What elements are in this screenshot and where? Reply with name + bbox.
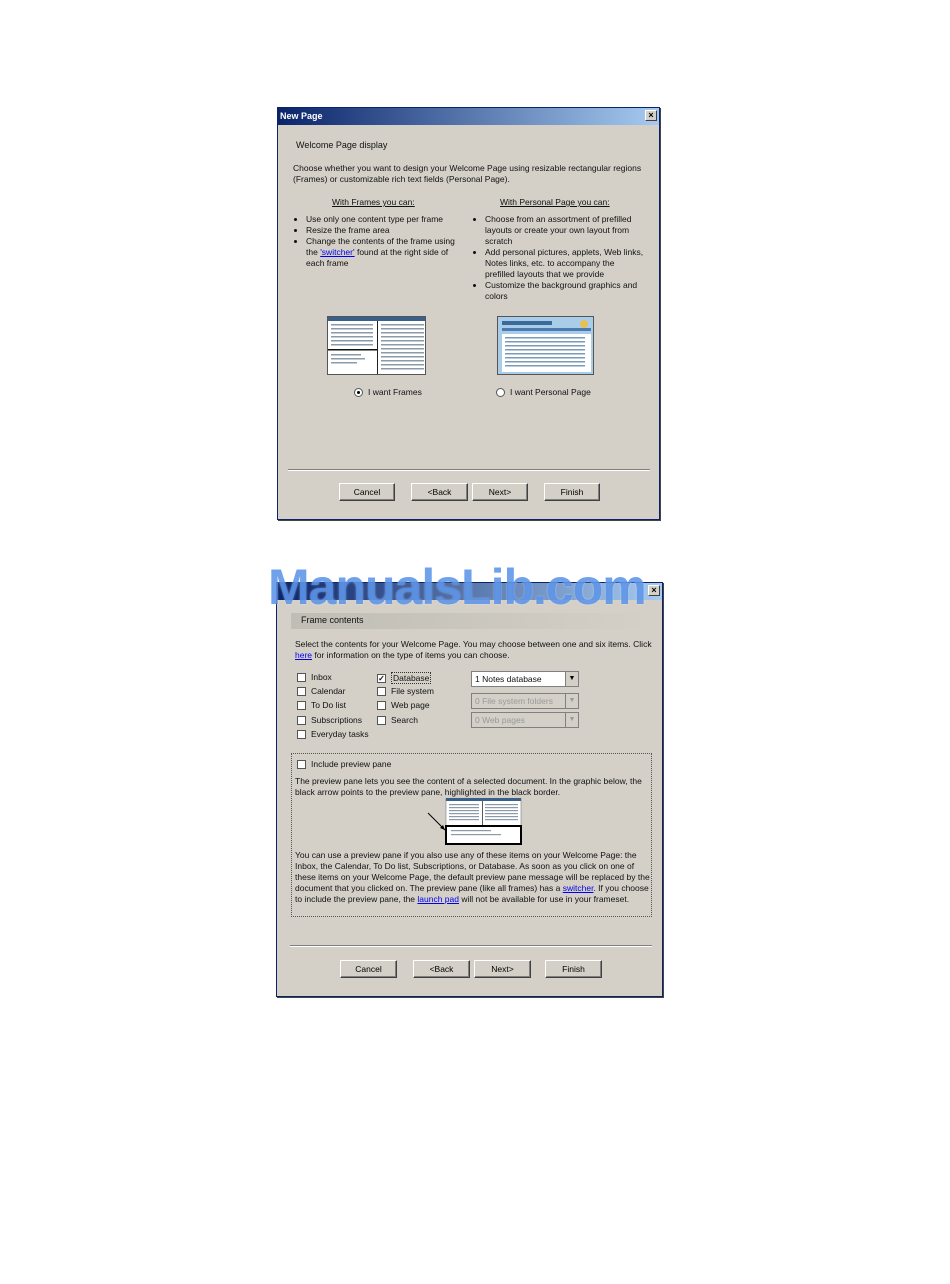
checkbox-label: Subscriptions [311, 715, 363, 725]
next-button[interactable]: Next> [474, 960, 531, 978]
switcher-link[interactable]: 'switcher' [320, 247, 355, 257]
include-preview-checkbox[interactable] [297, 760, 306, 769]
list-item: • Change the contents of the frame using the 'switcher' found at the right side of each frame [306, 236, 464, 269]
personal-page-preview-thumbnail [497, 316, 594, 375]
frames-radio-label: I want Frames [368, 387, 422, 397]
frames-bullet-list [294, 214, 464, 269]
finish-button[interactable]: Finish [545, 960, 602, 978]
list-item: • Customize the background graphics and colors [485, 280, 645, 302]
list-item: • Choose from an assortment of prefilled layouts or create your own layout from scratch [485, 214, 645, 247]
chevron-down-icon: ▼ [565, 694, 578, 708]
launch-pad-link[interactable]: launch pad [417, 894, 459, 904]
file-system-count-select: 0 File system folders ▼ [471, 693, 579, 709]
list-item: • Add personal pictures, applets, Web links, Notes links, etc. to accompany the prefilled layouts that we provide [485, 247, 645, 280]
preview-note: You can use a preview pane if you also use any of these items on your Welcome Page: the Inbox, the Calendar, To Do list, Subscriptions, or Database. As soon as you click on one of these items on your Welcome Page, the default preview pane message will be replaced by the document that you clicked on. The preview pane (like all frames) has a switcher. If you choose to include the preview pane, the launch pad will not be available for use in your frameset. [295, 850, 650, 904]
personal-bullet-list [473, 214, 645, 302]
list-item: • Resize the frame area [306, 225, 464, 236]
preview-description: The preview pane lets you see the content of a selected document. In the graphic below, the black arrow points to the preview pane, highlighted in the black border. [295, 776, 642, 797]
dialog-title: New Page [280, 111, 323, 121]
todo-checkbox-row[interactable] [297, 700, 346, 710]
chevron-down-icon[interactable]: ▼ [565, 672, 578, 686]
personal-page-radio-label: I want Personal Page [510, 387, 591, 397]
everyday-tasks-checkbox[interactable] [297, 730, 306, 739]
intro-text: Select the contents for your Welcome Page. You may choose between one and six items. Click here for information on the type of items you can choose. [295, 639, 652, 660]
subscriptions-checkbox-row[interactable] [297, 715, 362, 725]
personal-page-radio[interactable] [496, 388, 505, 397]
dialog-titlebar [278, 108, 659, 125]
web-page-checkbox-row[interactable] [377, 700, 430, 710]
web-page-checkbox[interactable] [377, 701, 386, 710]
personal-thumbnail-graphic [498, 317, 594, 375]
search-checkbox-row[interactable] [377, 715, 418, 725]
chevron-down-icon: ▼ [565, 713, 578, 727]
preview-pane-graphic [426, 798, 522, 846]
back-button[interactable]: <Back [411, 483, 468, 501]
include-preview-checkbox-row[interactable] [297, 759, 391, 769]
todo-checkbox[interactable] [297, 701, 306, 710]
file-system-checkbox-row[interactable] [377, 686, 434, 696]
section-header: Frame contents [291, 613, 651, 629]
calendar-checkbox[interactable] [297, 687, 306, 696]
checkbox-label: Database [393, 673, 430, 683]
intro-text: Choose whether you want to design your Welcome Page using resizable rectangular regions (Frames) or customizable rich text fields (Personal Page). [293, 163, 642, 184]
personal-column-title: With Personal Page you can: [500, 197, 610, 207]
page-heading: Welcome Page display [296, 140, 388, 150]
frames-radio[interactable] [354, 388, 363, 397]
list-item: • Use only one content type per frame [306, 214, 464, 225]
watermark-text: ManualsLib.com [268, 559, 646, 615]
search-checkbox[interactable] [377, 716, 386, 725]
frame-contents-dialog [276, 582, 663, 997]
file-system-checkbox[interactable] [377, 687, 386, 696]
checkbox-label: Inbox [311, 672, 332, 682]
cancel-button[interactable]: Cancel [339, 483, 395, 501]
checkbox-label: Include preview pane [311, 759, 392, 769]
new-page-dialog [277, 107, 660, 520]
close-icon[interactable]: × [645, 110, 657, 121]
preview-pane-group [291, 753, 652, 917]
checkbox-label: Everyday tasks [311, 729, 369, 739]
database-checkbox[interactable]: ✓ [378, 673, 385, 683]
finish-button[interactable]: Finish [544, 483, 600, 501]
calendar-checkbox-row[interactable] [297, 686, 346, 696]
database-checkbox-row[interactable] [377, 672, 431, 684]
database-count-select[interactable]: 1 Notes database ▼ [471, 671, 579, 687]
checkbox-label: Web page [391, 700, 430, 710]
cancel-button[interactable]: Cancel [340, 960, 397, 978]
subscriptions-checkbox[interactable] [297, 716, 306, 725]
inbox-checkbox[interactable] [297, 673, 306, 682]
close-icon[interactable]: × [648, 585, 660, 596]
switcher-link[interactable]: switcher [562, 883, 594, 893]
checkbox-label: Calendar [311, 686, 346, 696]
web-page-count-select: 0 Web pages ▼ [471, 712, 579, 728]
next-button[interactable]: Next> [472, 483, 528, 501]
checkbox-label: Search [391, 715, 418, 725]
frames-thumbnail-graphic [328, 317, 426, 375]
frames-radio-option[interactable] [354, 387, 422, 397]
divider [288, 469, 650, 471]
frames-column-title: With Frames you can: [332, 197, 415, 207]
divider [290, 945, 652, 947]
inbox-checkbox-row[interactable] [297, 672, 332, 682]
personal-page-radio-option[interactable] [496, 387, 591, 397]
everyday-tasks-checkbox-row[interactable] [297, 729, 369, 739]
checkbox-label: File system [391, 686, 434, 696]
here-link[interactable]: here [295, 650, 313, 660]
frames-preview-thumbnail [327, 316, 426, 375]
checkbox-label: To Do list [311, 700, 346, 710]
back-button[interactable]: <Back [413, 960, 470, 978]
